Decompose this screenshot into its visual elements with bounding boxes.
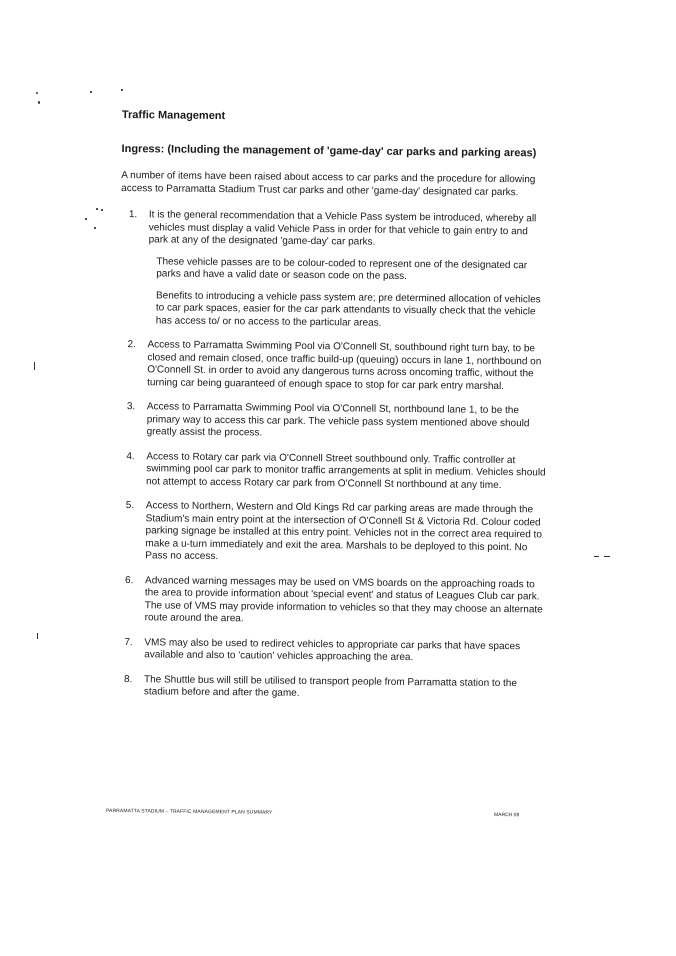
scan-speck: [121, 89, 123, 91]
list-item-number: 1.: [128, 209, 138, 221]
scan-speck: [38, 101, 40, 104]
scan-speck: [96, 208, 98, 210]
list-item-text: VMS may also be used to redirect vehicles to appropriate car parks that have spaces available and also to 'caution' vehicles approaching the area.: [144, 636, 521, 664]
list-item-number: 8.: [123, 673, 133, 685]
scan-speck: [36, 92, 38, 94]
list-item: [117, 574, 546, 628]
list-item-text: Access to Parramatta Swimming Pool via O'Connell St, southbound right turn bay, to be closed and remain closed, once traffic build-up (queuing) occurs in lane 1, northbound on O'Connell St. in order to avoid any dangerous turns across oncoming traffic, without the turning car being guaranteed of enough space to stop for car park entry marshal.: [147, 339, 542, 392]
scan-speck: [90, 91, 92, 93]
recommendation-list: [116, 209, 549, 703]
list-item-number: 3.: [126, 401, 136, 413]
list-item: [116, 673, 544, 702]
document-body: [116, 108, 550, 715]
list-item: [117, 500, 546, 567]
list-item: [119, 401, 547, 443]
scan-speck: [34, 362, 35, 370]
footer-document-title: PARRAMATTA STADIUM – TRAFFIC MANAGEMENT PLAN SUMMARY: [105, 808, 273, 816]
list-item-number: 5.: [125, 500, 135, 512]
list-item-number: 6.: [124, 574, 134, 586]
scan-speck: [101, 209, 103, 211]
list-item-subparagraph: Benefits to introducing a vehicle pass system are; pre determined allocation of vehicles to car park spaces, easier for the car park attendants to visually check that the vehicle has access to/ or no access to the particular areas.: [155, 289, 541, 329]
list-item-subparagraph: These vehicle passes are to be colour-coded to represent one of the designated car parks and have a valid date or season code on the pass.: [156, 255, 528, 282]
section-heading: Traffic Management: [121, 108, 226, 123]
list-item: [118, 450, 546, 492]
list-item: [116, 636, 544, 665]
scan-speck: [37, 633, 38, 639]
scan-speck: [594, 556, 599, 557]
footer-date: MARCH 08: [493, 812, 520, 819]
intro-paragraph: A number of items have been raised about access to car parks and the procedure for allowing access to Parramatta Stadium Trust car parks and other 'game-day' designated car parks.: [121, 169, 536, 198]
list-item-text: Access to Northern, Western and Old Kings Rd car parking areas are made through the Stadium's main entry point at the intersection of O'Connell St & Victoria Rd. Colour coded parking signage be installed at this entry point. Vehicles not in the correct area required to make a u-turn immediately and exit the area. Marshals to be deployed to this point. No Pass no access.: [145, 500, 542, 563]
list-item: [119, 339, 548, 393]
section-subheading: Ingress: (Including the management of 'game-day' car parks and parking areas): [121, 142, 537, 160]
list-item-text: The Shuttle bus will still be utilised to transport people from Parramatta station to the stadium before and after the game.: [143, 673, 518, 699]
list-item-number: 4.: [126, 450, 135, 462]
list-item-text: Advanced warning messages may be used on VMS boards on the approaching roads to the area to provide information about 'special event' and status of Leagues Club car park. The use of VMS may provide information to vehicles so that they may choose an alternate route around the area.: [144, 574, 543, 625]
list-item-text: Access to Parramatta Swimming Pool via O'Connell St, northbound lane 1, to be the primary way to access this car park. The vehicle pass system mentioned above should greatly assist the process.: [146, 401, 530, 439]
list-item-text: It is the general recommendation that a Vehicle Pass system be introduced, whereby all vehicles must display a valid Vehicle Pass in order for that vehicle to gain entry to and park at any of the designated 'game-day' car parks.: [148, 209, 537, 248]
scan-speck: [85, 218, 87, 220]
list-item-text: Access to Rotary car park via O'Connell Street southbound only. Traffic controller at swimming pool car park to monitor traffic arrangements at split in medium. Vehicles should not attempt to access Rotary car park from O'Connell St northbound at any time.: [146, 450, 546, 491]
scan-speck: [94, 227, 96, 229]
list-item-number: 2.: [127, 339, 136, 351]
list-item-number: 7.: [124, 636, 133, 648]
scan-speck: [604, 556, 610, 557]
list-item: [120, 209, 549, 331]
